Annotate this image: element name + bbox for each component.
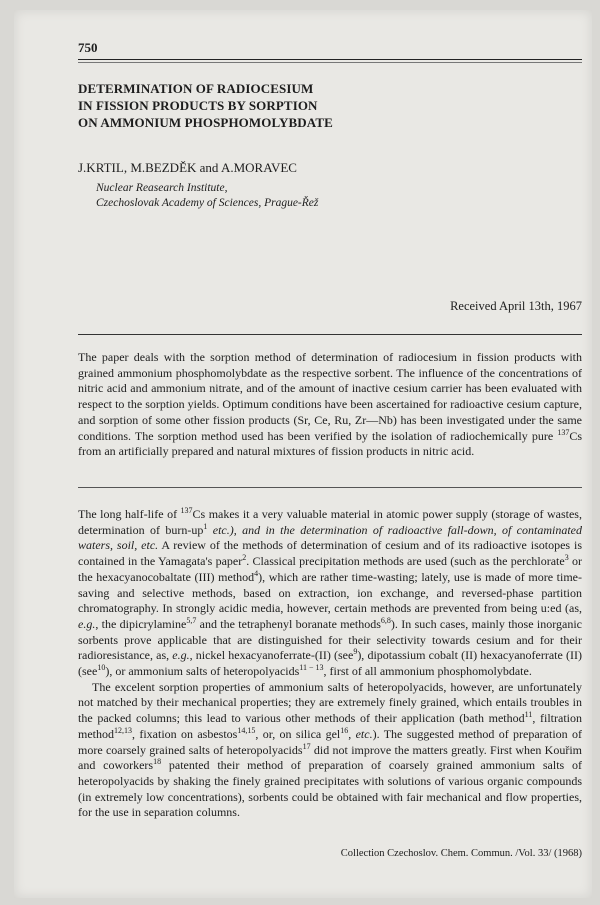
reference-mark: 3 (564, 553, 569, 563)
body-text: , the dipicrylamine (95, 616, 187, 631)
title-line-1: DETERMINATION OF RADIOCESIUM (78, 81, 314, 96)
header-rule-secondary (78, 62, 582, 63)
author-2-initial: M.B (130, 160, 154, 175)
page-number: 750 (78, 40, 98, 55)
journal-page (14, 10, 592, 898)
author-separator-2: and (196, 160, 221, 175)
affiliation-line-1: Nuclear Reasearch Institute, (96, 182, 228, 194)
author-list (78, 160, 582, 176)
abstract-text: Cs from an artificially prepared and natural mixtures of fission products in nitric acid. (78, 428, 582, 459)
body-text: patented their method of preparation of coarsely grained ammonium salts of heteropolyacids by shaking the finely grained precipitates with solutions of various organic compounds (in extremely low concentrations), sorbents could be obtained with fair mechanical and flow properties, for the use in separation columns. (78, 758, 583, 820)
body-text: ). The suggested method of preparation of more coarsely grained salts of heteropolyacids (78, 726, 583, 757)
reference-mark: 2 (242, 553, 247, 563)
reference-mark: 11 (524, 710, 533, 720)
abstract (78, 350, 582, 460)
reference-mark: 10 (97, 663, 106, 673)
author-1-surname: RTIL (95, 160, 124, 175)
body-text: ). In such cases, mainly those inorganic sorbents prove applicable that are distinguished for their selectivity towards cesium and for their radioresistance, as, (78, 616, 582, 663)
title-line-2: IN FISSION PRODUCTS BY SORPTION (78, 98, 318, 113)
journal-footer: Collection Czechoslov. Chem. Commun. /Vol. 33/ (1968) (340, 848, 582, 859)
reference-mark: 14,15 (237, 725, 256, 735)
body-text: did not improve the matters greatly. First when Kouřim and coworkers (78, 742, 583, 773)
article-title (78, 80, 582, 131)
body-text: , fixation on asbestos (132, 726, 238, 741)
body-text: , (348, 726, 356, 741)
body-text: A review of the methods of determination of cesium and of its radioactive isotopes is contained in the Yamagata's paper (78, 538, 582, 569)
abstract-text: The paper deals with the sorption method of determination of radiocesium in fission products with grained ammonium phosphomolybdate as the respective sorbent. The influence of the concentrations of nitric acid and ammonium nitrate, and of the amount of inactive cesium carrier has been evaluated with respect to the sorption yields. Optimum conditions have been ascertained for radioactive cesium capture, and sorption of some other fission products (Sr, Ce, Ru, Zr—Nb) has been investigated under the same conditions. The sorption method used has been verified by the isolation of radiochemically pure (78, 350, 582, 443)
reference-mark: 1 (203, 521, 208, 531)
reference-mark: 12,13 (114, 725, 132, 735)
reference-mark: 11 − 13 (299, 663, 324, 673)
abstract-bottom-rule (78, 487, 582, 488)
body-text: ), which are rather time-wasting; lately, use is made of more time-saving and selective methods, based on extraction, ion exchange, and reversed-phase partition chromatography. In strongly acidic media, however, certain methods are prevented from being u:ed (as, (78, 569, 582, 616)
body-text: ), or ammonium salts of heteropolyacids (105, 664, 300, 679)
author-3-surname: ORAVEC (245, 160, 297, 175)
paragraph-2 (78, 680, 582, 821)
reference-mark: 6,8 (380, 615, 391, 625)
affiliation-line-2: Czechoslovak Academy of Sciences, Prague-Řež (96, 197, 319, 209)
reference-mark: 18 (153, 757, 162, 767)
author-2-surname: EZDĚK (153, 160, 197, 175)
reference-mark: 17 (302, 741, 311, 751)
body-text: or the hexacyanocobaltate (III) method (78, 554, 582, 584)
reference-mark: 5,7 (186, 615, 197, 625)
body-text: , filtration method (78, 711, 582, 741)
reference-mark: 9 (353, 647, 358, 657)
author-3-initial: A.M (220, 160, 246, 175)
italic-text: etc. (141, 538, 159, 553)
body-text: Cs makes it a very valuable material in atomic power supply (storage of wastes, determination of burn-up (78, 507, 582, 537)
body-text: , or, on silica gel (255, 726, 341, 741)
isotope-superscript: 137 (180, 506, 193, 515)
body-text: , first of all ammonium phosphomolybdate. (323, 664, 532, 679)
italic-text: e.g. (172, 648, 190, 663)
article-body (78, 507, 582, 821)
paragraph-1 (78, 507, 582, 680)
italic-text: etc. (355, 726, 373, 741)
reference-mark: 4 (254, 568, 259, 578)
body-text: . Classical precipitation methods are used (such as the perchlorate (246, 554, 565, 569)
body-text: and the tetraphenyl boranate methods (196, 616, 381, 631)
body-text: , nickel hexacyanoferrate-(II) (see (189, 648, 354, 663)
received-date: Received April 13th, 1967 (450, 299, 582, 313)
italic-text: e.g. (78, 616, 96, 631)
body-text: The excelent sorption properties of ammonium salts of heteropolyacids, however, are unfortunately not matched by their mechanical properties; they are extremely finely grained, which entails troubles in the packed columns; this lead to various other methods of their application (bath method (78, 679, 582, 726)
body-text: ), dipotassium cobalt (II) hexacyanoferrate (II) (see (78, 648, 582, 679)
author-separator-1: , (123, 160, 131, 175)
reference-mark: 16 (340, 725, 349, 735)
abstract-top-rule (78, 334, 582, 335)
header-rule (78, 59, 582, 60)
body-text: The long half-life of (78, 507, 181, 521)
title-line-3: ON AMMONIUM PHOSPHOMOLYBDATE (78, 115, 333, 130)
affiliation (96, 181, 318, 211)
body-text: etc.), and in the determination of radioactive fall-down, of contaminated waters, soil, (78, 522, 582, 553)
isotope-superscript: 137 (557, 427, 570, 437)
author-1-initial: J.K (78, 160, 96, 175)
